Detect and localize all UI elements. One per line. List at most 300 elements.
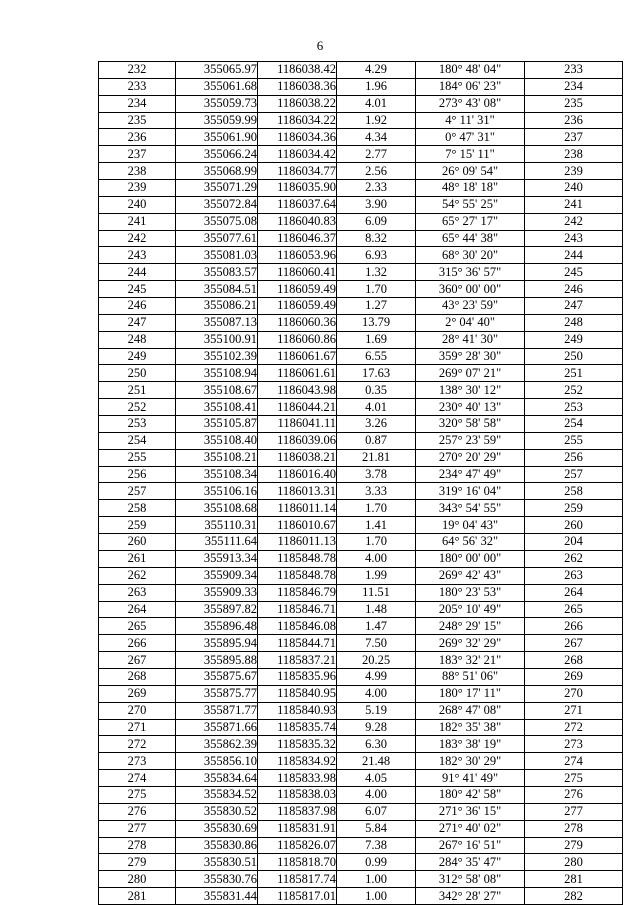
- point-number-cell: 236: [99, 129, 176, 146]
- distance-cell: 21.81: [337, 449, 416, 466]
- y-coordinate-cell: 1186037.64: [258, 196, 337, 213]
- bearing-cell: 312° 58' 08": [416, 871, 525, 888]
- next-point-cell: 271: [525, 702, 623, 719]
- distance-cell: 1.47: [337, 618, 416, 635]
- point-number-cell: 257: [99, 483, 176, 500]
- next-point-cell: 245: [525, 264, 623, 281]
- next-point-cell: 270: [525, 685, 623, 702]
- bearing-cell: 267° 16' 51": [416, 837, 525, 854]
- distance-cell: 4.01: [337, 399, 416, 416]
- point-number-cell: 261: [99, 550, 176, 567]
- x-coordinate-cell: 355059.73: [176, 95, 258, 112]
- x-coordinate-cell: 355108.41: [176, 399, 258, 416]
- point-number-cell: 279: [99, 854, 176, 871]
- x-coordinate-cell: 355856.10: [176, 753, 258, 770]
- next-point-cell: 269: [525, 668, 623, 685]
- point-number-cell: 234: [99, 95, 176, 112]
- next-point-cell: 280: [525, 854, 623, 871]
- table-row: [99, 62, 623, 79]
- point-number-cell: 281: [99, 888, 176, 905]
- next-point-cell: 275: [525, 770, 623, 787]
- next-point-cell: 262: [525, 550, 623, 567]
- table-row: [99, 348, 623, 365]
- table-row: [99, 382, 623, 399]
- next-point-cell: 246: [525, 281, 623, 298]
- y-coordinate-cell: 1186060.41: [258, 264, 337, 281]
- x-coordinate-cell: 355059.99: [176, 112, 258, 129]
- table-row: [99, 702, 623, 719]
- table-row: [99, 213, 623, 230]
- point-number-cell: 259: [99, 517, 176, 534]
- next-point-cell: 282: [525, 888, 623, 905]
- y-coordinate-cell: 1185840.93: [258, 702, 337, 719]
- y-coordinate-cell: 1186034.42: [258, 146, 337, 163]
- distance-cell: 0.35: [337, 382, 416, 399]
- point-number-cell: 239: [99, 180, 176, 197]
- next-point-cell: 266: [525, 618, 623, 635]
- table-row: [99, 500, 623, 517]
- point-number-cell: 275: [99, 786, 176, 803]
- table-row: [99, 483, 623, 500]
- table-row: [99, 635, 623, 652]
- point-number-cell: 240: [99, 196, 176, 213]
- x-coordinate-cell: 355913.34: [176, 550, 258, 567]
- point-number-cell: 249: [99, 348, 176, 365]
- x-coordinate-cell: 355831.44: [176, 888, 258, 905]
- point-number-cell: 247: [99, 314, 176, 331]
- x-coordinate-cell: 355086.21: [176, 298, 258, 315]
- point-number-cell: 280: [99, 871, 176, 888]
- next-point-cell: 250: [525, 348, 623, 365]
- point-number-cell: 262: [99, 567, 176, 584]
- distance-cell: 6.09: [337, 213, 416, 230]
- x-coordinate-cell: 355834.52: [176, 786, 258, 803]
- distance-cell: 6.07: [337, 803, 416, 820]
- table-row: [99, 753, 623, 770]
- next-point-cell: 279: [525, 837, 623, 854]
- bearing-cell: 54° 55' 25": [416, 196, 525, 213]
- table-row: [99, 449, 623, 466]
- next-point-cell: 242: [525, 213, 623, 230]
- point-number-cell: 237: [99, 146, 176, 163]
- y-coordinate-cell: 1185835.74: [258, 719, 337, 736]
- bearing-cell: 68° 30' 20": [416, 247, 525, 264]
- table-row: [99, 719, 623, 736]
- x-coordinate-cell: 355068.99: [176, 163, 258, 180]
- distance-cell: 3.26: [337, 416, 416, 433]
- next-point-cell: 268: [525, 652, 623, 669]
- y-coordinate-cell: 1186059.49: [258, 281, 337, 298]
- next-point-cell: 240: [525, 180, 623, 197]
- point-number-cell: 260: [99, 534, 176, 551]
- y-coordinate-cell: 1186034.77: [258, 163, 337, 180]
- distance-cell: 5.19: [337, 702, 416, 719]
- table-row: [99, 281, 623, 298]
- x-coordinate-cell: 355830.51: [176, 854, 258, 871]
- distance-cell: 2.56: [337, 163, 416, 180]
- point-number-cell: 258: [99, 500, 176, 517]
- point-number-cell: 268: [99, 668, 176, 685]
- distance-cell: 1.70: [337, 281, 416, 298]
- y-coordinate-cell: 1186060.86: [258, 331, 337, 348]
- distance-cell: 4.00: [337, 786, 416, 803]
- next-point-cell: 260: [525, 517, 623, 534]
- point-number-cell: 252: [99, 399, 176, 416]
- y-coordinate-cell: 1186038.22: [258, 95, 337, 112]
- x-coordinate-cell: 355875.67: [176, 668, 258, 685]
- x-coordinate-cell: 355100.91: [176, 331, 258, 348]
- point-number-cell: 250: [99, 365, 176, 382]
- next-point-cell: 241: [525, 196, 623, 213]
- next-point-cell: 257: [525, 466, 623, 483]
- point-number-cell: 266: [99, 635, 176, 652]
- table-row: [99, 95, 623, 112]
- x-coordinate-cell: 355875.77: [176, 685, 258, 702]
- bearing-cell: 270° 20' 29": [416, 449, 525, 466]
- x-coordinate-cell: 355102.39: [176, 348, 258, 365]
- y-coordinate-cell: 1185817.01: [258, 888, 337, 905]
- table-body: [99, 62, 623, 905]
- y-coordinate-cell: 1185838.03: [258, 786, 337, 803]
- bearing-cell: 2° 04' 40": [416, 314, 525, 331]
- table-row: [99, 567, 623, 584]
- table-row: [99, 180, 623, 197]
- table-row: [99, 517, 623, 534]
- y-coordinate-cell: 1186061.67: [258, 348, 337, 365]
- point-number-cell: 278: [99, 837, 176, 854]
- y-coordinate-cell: 1186046.37: [258, 230, 337, 247]
- table-row: [99, 78, 623, 95]
- x-coordinate-cell: 355110.31: [176, 517, 258, 534]
- point-number-cell: 246: [99, 298, 176, 315]
- table-row: [99, 298, 623, 315]
- table-row: [99, 786, 623, 803]
- y-coordinate-cell: 1185818.70: [258, 854, 337, 871]
- y-coordinate-cell: 1185840.95: [258, 685, 337, 702]
- x-coordinate-cell: 355108.40: [176, 432, 258, 449]
- y-coordinate-cell: 1186060.36: [258, 314, 337, 331]
- y-coordinate-cell: 1186011.13: [258, 534, 337, 551]
- y-coordinate-cell: 1186038.36: [258, 78, 337, 95]
- next-point-cell: 256: [525, 449, 623, 466]
- distance-cell: 3.90: [337, 196, 416, 213]
- distance-cell: 6.30: [337, 736, 416, 753]
- y-coordinate-cell: 1186043.98: [258, 382, 337, 399]
- distance-cell: 3.33: [337, 483, 416, 500]
- x-coordinate-cell: 355075.08: [176, 213, 258, 230]
- point-number-cell: 245: [99, 281, 176, 298]
- table-row: [99, 584, 623, 601]
- x-coordinate-cell: 355909.33: [176, 584, 258, 601]
- bearing-cell: 48° 18' 18": [416, 180, 525, 197]
- x-coordinate-cell: 355087.13: [176, 314, 258, 331]
- next-point-cell: 264: [525, 584, 623, 601]
- point-number-cell: 270: [99, 702, 176, 719]
- next-point-cell: 255: [525, 432, 623, 449]
- table-row: [99, 247, 623, 264]
- next-point-cell: 258: [525, 483, 623, 500]
- bearing-cell: 65° 44' 38": [416, 230, 525, 247]
- y-coordinate-cell: 1186038.42: [258, 62, 337, 79]
- coordinates-table: [98, 61, 623, 905]
- next-point-cell: 251: [525, 365, 623, 382]
- x-coordinate-cell: 355061.90: [176, 129, 258, 146]
- y-coordinate-cell: 1186038.21: [258, 449, 337, 466]
- next-point-cell: 244: [525, 247, 623, 264]
- next-point-cell: 238: [525, 146, 623, 163]
- y-coordinate-cell: 1185826.07: [258, 837, 337, 854]
- y-coordinate-cell: 1185831.91: [258, 820, 337, 837]
- bearing-cell: 183° 32' 21": [416, 652, 525, 669]
- y-coordinate-cell: 1185848.78: [258, 567, 337, 584]
- table-row: [99, 196, 623, 213]
- distance-cell: 1.96: [337, 78, 416, 95]
- next-point-cell: 259: [525, 500, 623, 517]
- bearing-cell: 248° 29' 15": [416, 618, 525, 635]
- y-coordinate-cell: 1185834.92: [258, 753, 337, 770]
- table-row: [99, 668, 623, 685]
- x-coordinate-cell: 355061.68: [176, 78, 258, 95]
- y-coordinate-cell: 1186039.06: [258, 432, 337, 449]
- next-point-cell: 243: [525, 230, 623, 247]
- next-point-cell: 235: [525, 95, 623, 112]
- y-coordinate-cell: 1186034.22: [258, 112, 337, 129]
- y-coordinate-cell: 1186044.21: [258, 399, 337, 416]
- point-number-cell: 248: [99, 331, 176, 348]
- distance-cell: 6.55: [337, 348, 416, 365]
- x-coordinate-cell: 355896.48: [176, 618, 258, 635]
- distance-cell: 4.01: [337, 95, 416, 112]
- distance-cell: 0.87: [337, 432, 416, 449]
- x-coordinate-cell: 355108.67: [176, 382, 258, 399]
- next-point-cell: 277: [525, 803, 623, 820]
- y-coordinate-cell: 1186011.14: [258, 500, 337, 517]
- point-number-cell: 276: [99, 803, 176, 820]
- point-number-cell: 256: [99, 466, 176, 483]
- y-coordinate-cell: 1185848.78: [258, 550, 337, 567]
- bearing-cell: 271° 36' 15": [416, 803, 525, 820]
- bearing-cell: 19° 04' 43": [416, 517, 525, 534]
- table-row: [99, 112, 623, 129]
- x-coordinate-cell: 355830.69: [176, 820, 258, 837]
- distance-cell: 8.32: [337, 230, 416, 247]
- table-row: [99, 129, 623, 146]
- table-row: [99, 736, 623, 753]
- y-coordinate-cell: 1185835.96: [258, 668, 337, 685]
- point-number-cell: 272: [99, 736, 176, 753]
- table-row: [99, 146, 623, 163]
- y-coordinate-cell: 1185837.21: [258, 652, 337, 669]
- distance-cell: 0.99: [337, 854, 416, 871]
- point-number-cell: 233: [99, 78, 176, 95]
- next-point-cell: 247: [525, 298, 623, 315]
- distance-cell: 4.00: [337, 685, 416, 702]
- table-row: [99, 685, 623, 702]
- next-point-cell: 236: [525, 112, 623, 129]
- x-coordinate-cell: 355871.66: [176, 719, 258, 736]
- x-coordinate-cell: 355834.64: [176, 770, 258, 787]
- x-coordinate-cell: 355895.88: [176, 652, 258, 669]
- point-number-cell: 267: [99, 652, 176, 669]
- table-row: [99, 534, 623, 551]
- next-point-cell: 265: [525, 601, 623, 618]
- next-point-cell: 248: [525, 314, 623, 331]
- table-row: [99, 820, 623, 837]
- point-number-cell: 271: [99, 719, 176, 736]
- x-coordinate-cell: 355066.24: [176, 146, 258, 163]
- bearing-cell: 91° 41' 49": [416, 770, 525, 787]
- bearing-cell: 269° 07' 21": [416, 365, 525, 382]
- table-row: [99, 618, 623, 635]
- x-coordinate-cell: 355072.84: [176, 196, 258, 213]
- bearing-cell: 269° 32' 29": [416, 635, 525, 652]
- x-coordinate-cell: 355071.29: [176, 180, 258, 197]
- next-point-cell: 267: [525, 635, 623, 652]
- bearing-cell: 273° 43' 08": [416, 95, 525, 112]
- y-coordinate-cell: 1185846.08: [258, 618, 337, 635]
- bearing-cell: 315° 36' 57": [416, 264, 525, 281]
- x-coordinate-cell: 355081.03: [176, 247, 258, 264]
- point-number-cell: 277: [99, 820, 176, 837]
- x-coordinate-cell: 355909.34: [176, 567, 258, 584]
- next-point-cell: 273: [525, 736, 623, 753]
- y-coordinate-cell: 1185846.79: [258, 584, 337, 601]
- distance-cell: 2.77: [337, 146, 416, 163]
- next-point-cell: 239: [525, 163, 623, 180]
- y-coordinate-cell: 1185846.71: [258, 601, 337, 618]
- distance-cell: 5.84: [337, 820, 416, 837]
- y-coordinate-cell: 1186016.40: [258, 466, 337, 483]
- y-coordinate-cell: 1185833.98: [258, 770, 337, 787]
- x-coordinate-cell: 355871.77: [176, 702, 258, 719]
- next-point-cell: 254: [525, 416, 623, 433]
- distance-cell: 3.78: [337, 466, 416, 483]
- y-coordinate-cell: 1186040.83: [258, 213, 337, 230]
- bearing-cell: 180° 17' 11": [416, 685, 525, 702]
- bearing-cell: 342° 28' 27": [416, 888, 525, 905]
- y-coordinate-cell: 1186061.61: [258, 365, 337, 382]
- bearing-cell: 182° 35' 38": [416, 719, 525, 736]
- next-point-cell: 276: [525, 786, 623, 803]
- bearing-cell: 268° 47' 08": [416, 702, 525, 719]
- point-number-cell: 235: [99, 112, 176, 129]
- table-row: [99, 601, 623, 618]
- bearing-cell: 184° 06' 23": [416, 78, 525, 95]
- distance-cell: 1.69: [337, 331, 416, 348]
- table-row: [99, 365, 623, 382]
- y-coordinate-cell: 1186053.96: [258, 247, 337, 264]
- x-coordinate-cell: 355830.76: [176, 871, 258, 888]
- y-coordinate-cell: 1186059.49: [258, 298, 337, 315]
- distance-cell: 1.70: [337, 500, 416, 517]
- x-coordinate-cell: 355108.21: [176, 449, 258, 466]
- next-point-cell: 234: [525, 78, 623, 95]
- y-coordinate-cell: 1186010.67: [258, 517, 337, 534]
- table-row: [99, 230, 623, 247]
- distance-cell: 1.00: [337, 888, 416, 905]
- bearing-cell: 180° 23' 53": [416, 584, 525, 601]
- x-coordinate-cell: 355084.51: [176, 281, 258, 298]
- x-coordinate-cell: 355897.82: [176, 601, 258, 618]
- distance-cell: 1.99: [337, 567, 416, 584]
- distance-cell: 4.00: [337, 550, 416, 567]
- point-number-cell: 243: [99, 247, 176, 264]
- distance-cell: 11.51: [337, 584, 416, 601]
- table-row: [99, 803, 623, 820]
- table-row: [99, 652, 623, 669]
- point-number-cell: 251: [99, 382, 176, 399]
- next-point-cell: 263: [525, 567, 623, 584]
- next-point-cell: 204: [525, 534, 623, 551]
- distance-cell: 7.50: [337, 635, 416, 652]
- bearing-cell: 271° 40' 02": [416, 820, 525, 837]
- bearing-cell: 284° 35' 47": [416, 854, 525, 871]
- next-point-cell: 237: [525, 129, 623, 146]
- distance-cell: 1.48: [337, 601, 416, 618]
- x-coordinate-cell: 355083.57: [176, 264, 258, 281]
- y-coordinate-cell: 1185835.32: [258, 736, 337, 753]
- bearing-cell: 28° 41' 30": [416, 331, 525, 348]
- distance-cell: 20.25: [337, 652, 416, 669]
- bearing-cell: 234° 47' 49": [416, 466, 525, 483]
- table-row: [99, 163, 623, 180]
- point-number-cell: 273: [99, 753, 176, 770]
- x-coordinate-cell: 355111.64: [176, 534, 258, 551]
- point-number-cell: 264: [99, 601, 176, 618]
- next-point-cell: 274: [525, 753, 623, 770]
- bearing-cell: 7° 15' 11": [416, 146, 525, 163]
- bearing-cell: 180° 48' 04": [416, 62, 525, 79]
- point-number-cell: 241: [99, 213, 176, 230]
- point-number-cell: 244: [99, 264, 176, 281]
- x-coordinate-cell: 355077.61: [176, 230, 258, 247]
- distance-cell: 1.70: [337, 534, 416, 551]
- next-point-cell: 249: [525, 331, 623, 348]
- point-number-cell: 265: [99, 618, 176, 635]
- distance-cell: 9.28: [337, 719, 416, 736]
- next-point-cell: 272: [525, 719, 623, 736]
- y-coordinate-cell: 1185837.98: [258, 803, 337, 820]
- point-number-cell: 232: [99, 62, 176, 79]
- bearing-cell: 257° 23' 59": [416, 432, 525, 449]
- table-row: [99, 550, 623, 567]
- distance-cell: 1.41: [337, 517, 416, 534]
- bearing-cell: 319° 16' 04": [416, 483, 525, 500]
- distance-cell: 1.32: [337, 264, 416, 281]
- x-coordinate-cell: 355065.97: [176, 62, 258, 79]
- table-row: [99, 770, 623, 787]
- distance-cell: 6.93: [337, 247, 416, 264]
- bearing-cell: 320° 58' 58": [416, 416, 525, 433]
- y-coordinate-cell: 1185817.74: [258, 871, 337, 888]
- point-number-cell: 263: [99, 584, 176, 601]
- bearing-cell: 64° 56' 32": [416, 534, 525, 551]
- bearing-cell: 359° 28' 30": [416, 348, 525, 365]
- table-row: [99, 466, 623, 483]
- table-row: [99, 314, 623, 331]
- table-row: [99, 331, 623, 348]
- table-row: [99, 264, 623, 281]
- x-coordinate-cell: 355895.94: [176, 635, 258, 652]
- x-coordinate-cell: 355108.34: [176, 466, 258, 483]
- distance-cell: 4.34: [337, 129, 416, 146]
- bearing-cell: 205° 10' 49": [416, 601, 525, 618]
- bearing-cell: 360° 00' 00": [416, 281, 525, 298]
- bearing-cell: 0° 47' 31": [416, 129, 525, 146]
- table-row: [99, 871, 623, 888]
- table-row: [99, 854, 623, 871]
- point-number-cell: 255: [99, 449, 176, 466]
